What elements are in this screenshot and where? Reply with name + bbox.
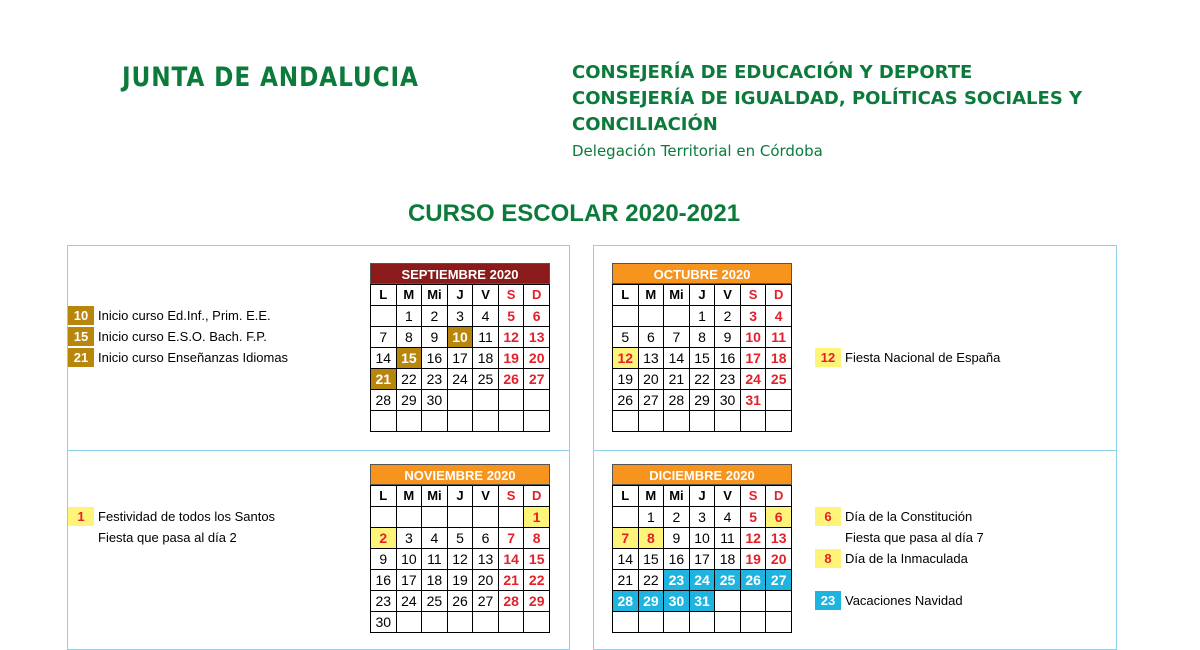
day-cell: 15 xyxy=(639,549,665,570)
day-cell: 28 xyxy=(371,390,397,411)
day-cell: 21 xyxy=(613,570,639,591)
day-cell: 11 xyxy=(715,528,741,549)
calendar-grid xyxy=(370,284,550,432)
day-cell: 5 xyxy=(448,528,474,549)
legend-item xyxy=(815,506,984,527)
day-cell: 27 xyxy=(524,369,550,390)
empty-day-cell xyxy=(422,411,448,432)
day-cell: 7 xyxy=(371,327,397,348)
empty-day-cell xyxy=(715,591,741,612)
weekday-header: L xyxy=(613,285,639,306)
day-cell: 30 xyxy=(422,390,448,411)
day-cell: 22 xyxy=(397,369,423,390)
legend-text: Inicio curso Enseñanzas Idiomas xyxy=(98,350,289,365)
day-cell: 19 xyxy=(741,549,767,570)
weekday-header: L xyxy=(371,285,397,306)
month-title: OCTUBRE 2020 xyxy=(612,263,792,284)
empty-day-cell xyxy=(448,411,474,432)
empty-day-cell xyxy=(473,507,499,528)
day-cell: 19 xyxy=(613,369,639,390)
day-cell: 28 xyxy=(613,591,639,612)
weekday-header: Mi xyxy=(422,285,448,306)
weekday-header: D xyxy=(524,486,550,507)
day-cell: 18 xyxy=(422,570,448,591)
day-cell: 8 xyxy=(397,327,423,348)
day-cell: 23 xyxy=(422,369,448,390)
legend-swatch xyxy=(68,528,94,547)
day-cell: 27 xyxy=(473,591,499,612)
day-cell: 7 xyxy=(664,327,690,348)
empty-day-cell xyxy=(715,411,741,432)
day-cell: 8 xyxy=(524,528,550,549)
legend-noviembre xyxy=(68,506,275,548)
weekday-header: M xyxy=(639,486,665,507)
junta-logo: JUNTA DE ANDALUCIA xyxy=(122,62,419,93)
day-cell: 13 xyxy=(639,348,665,369)
legend-swatch: 8 xyxy=(815,549,841,568)
empty-day-cell xyxy=(499,390,525,411)
calendar-septiembre xyxy=(370,263,550,432)
empty-day-cell xyxy=(422,507,448,528)
day-cell: 5 xyxy=(613,327,639,348)
legend-text: Vacaciones Navidad xyxy=(845,593,963,608)
legend-swatch: 12 xyxy=(815,348,841,367)
empty-day-cell xyxy=(371,411,397,432)
calendar-octubre xyxy=(612,263,792,432)
legend-item xyxy=(815,347,1000,368)
calendar-grid xyxy=(612,284,792,432)
page-title: CURSO ESCOLAR 2020-2021 xyxy=(407,200,741,227)
calendar-diciembre xyxy=(612,464,792,633)
day-cell: 25 xyxy=(766,369,792,390)
weekday-header: M xyxy=(639,285,665,306)
empty-day-cell xyxy=(664,411,690,432)
day-cell: 5 xyxy=(499,306,525,327)
day-cell: 8 xyxy=(639,528,665,549)
day-cell: 3 xyxy=(690,507,716,528)
day-cell: 3 xyxy=(448,306,474,327)
day-cell: 30 xyxy=(371,612,397,633)
weekday-header: J xyxy=(690,285,716,306)
weekday-header: L xyxy=(613,486,639,507)
day-cell: 3 xyxy=(741,306,767,327)
day-cell: 17 xyxy=(690,549,716,570)
empty-day-cell xyxy=(371,306,397,327)
day-cell: 10 xyxy=(741,327,767,348)
day-cell: 1 xyxy=(397,306,423,327)
day-cell: 13 xyxy=(524,327,550,348)
day-cell: 3 xyxy=(397,528,423,549)
day-cell: 16 xyxy=(371,570,397,591)
day-cell: 2 xyxy=(664,507,690,528)
legend-text: Fiesta Nacional de España xyxy=(845,350,1001,365)
empty-day-cell xyxy=(371,507,397,528)
legend-item xyxy=(68,326,288,347)
day-cell: 24 xyxy=(448,369,474,390)
legend-swatch: 10 xyxy=(68,306,94,325)
day-cell: 18 xyxy=(715,549,741,570)
consejeria-line: CONCILIACIÓN xyxy=(572,114,718,135)
empty-day-cell xyxy=(448,507,474,528)
weekday-header: J xyxy=(690,486,716,507)
weekday-header: L xyxy=(371,486,397,507)
day-cell: 20 xyxy=(766,549,792,570)
day-cell: 6 xyxy=(524,306,550,327)
day-cell: 1 xyxy=(639,507,665,528)
day-cell: 25 xyxy=(422,591,448,612)
day-cell: 23 xyxy=(664,570,690,591)
weekday-header: D xyxy=(766,486,792,507)
day-cell: 15 xyxy=(690,348,716,369)
day-cell: 1 xyxy=(690,306,716,327)
day-cell: 24 xyxy=(741,369,767,390)
empty-day-cell xyxy=(448,390,474,411)
day-cell: 6 xyxy=(766,507,792,528)
day-cell: 21 xyxy=(371,369,397,390)
calendar-noviembre xyxy=(370,464,550,633)
day-cell: 24 xyxy=(397,591,423,612)
consejeria-line: CONSEJERÍA DE EDUCACIÓN Y DEPORTE xyxy=(572,62,973,83)
legend-text: Fiesta que pasa al día 7 xyxy=(845,530,984,545)
legend-text: Inicio curso Ed.Inf., Prim. E.E. xyxy=(98,308,271,323)
day-cell: 30 xyxy=(664,591,690,612)
legend-item xyxy=(815,590,984,611)
empty-day-cell xyxy=(473,411,499,432)
day-cell: 17 xyxy=(741,348,767,369)
weekday-header: M xyxy=(397,486,423,507)
day-cell: 4 xyxy=(422,528,448,549)
day-cell: 26 xyxy=(448,591,474,612)
empty-day-cell xyxy=(397,507,423,528)
month-title: NOVIEMBRE 2020 xyxy=(370,464,550,485)
day-cell: 9 xyxy=(664,528,690,549)
day-cell: 16 xyxy=(664,549,690,570)
legend-swatch: 21 xyxy=(68,348,94,367)
legend-octubre xyxy=(815,347,1000,368)
day-cell: 19 xyxy=(448,570,474,591)
day-cell: 14 xyxy=(613,549,639,570)
day-cell: 16 xyxy=(422,348,448,369)
day-cell: 21 xyxy=(499,570,525,591)
empty-day-cell xyxy=(766,411,792,432)
day-cell: 26 xyxy=(613,390,639,411)
day-cell: 15 xyxy=(524,549,550,570)
weekday-header: V xyxy=(473,285,499,306)
day-cell: 11 xyxy=(766,327,792,348)
calendar-grid xyxy=(612,485,792,633)
day-cell: 29 xyxy=(690,390,716,411)
legend-item xyxy=(68,347,288,368)
weekday-header: Mi xyxy=(422,486,448,507)
day-cell: 30 xyxy=(715,390,741,411)
day-cell: 4 xyxy=(766,306,792,327)
legend-text: Festividad de todos los Santos xyxy=(98,509,276,524)
day-cell: 13 xyxy=(473,549,499,570)
empty-day-cell xyxy=(613,507,639,528)
day-cell: 12 xyxy=(613,348,639,369)
day-cell: 4 xyxy=(715,507,741,528)
day-cell: 28 xyxy=(664,390,690,411)
weekday-header: M xyxy=(397,285,423,306)
day-cell: 12 xyxy=(741,528,767,549)
empty-day-cell xyxy=(499,411,525,432)
day-cell: 26 xyxy=(741,570,767,591)
legend-swatch: 6 xyxy=(815,507,841,526)
day-cell: 15 xyxy=(397,348,423,369)
legend-swatch xyxy=(815,528,841,547)
empty-day-cell xyxy=(639,306,665,327)
day-cell: 12 xyxy=(499,327,525,348)
day-cell: 24 xyxy=(690,570,716,591)
month-title: SEPTIEMBRE 2020 xyxy=(370,263,550,284)
empty-day-cell xyxy=(664,306,690,327)
day-cell: 1 xyxy=(524,507,550,528)
day-cell: 20 xyxy=(473,570,499,591)
weekday-header: S xyxy=(499,486,525,507)
day-cell: 14 xyxy=(664,348,690,369)
empty-day-cell xyxy=(741,591,767,612)
day-cell: 6 xyxy=(639,327,665,348)
weekday-header: D xyxy=(524,285,550,306)
calendar-grid xyxy=(370,485,550,633)
weekday-header: Mi xyxy=(664,486,690,507)
day-cell: 2 xyxy=(371,528,397,549)
day-cell: 9 xyxy=(422,327,448,348)
day-cell: 22 xyxy=(690,369,716,390)
day-cell: 23 xyxy=(715,369,741,390)
day-cell: 8 xyxy=(690,327,716,348)
weekday-header: J xyxy=(448,486,474,507)
empty-day-cell xyxy=(766,591,792,612)
empty-day-cell xyxy=(473,390,499,411)
day-cell: 10 xyxy=(690,528,716,549)
empty-day-cell xyxy=(613,306,639,327)
day-cell: 7 xyxy=(499,528,525,549)
day-cell: 31 xyxy=(741,390,767,411)
weekday-header: J xyxy=(448,285,474,306)
day-cell: 25 xyxy=(715,570,741,591)
legend-text: Inicio curso E.S.O. Bach. F.P. xyxy=(98,329,267,344)
consejeria-line: CONSEJERÍA DE IGUALDAD, POLÍTICAS SOCIALES Y xyxy=(572,88,1083,109)
empty-day-cell xyxy=(741,411,767,432)
day-cell: 14 xyxy=(499,549,525,570)
day-cell: 25 xyxy=(473,369,499,390)
empty-day-cell xyxy=(766,390,792,411)
consejeria-block xyxy=(572,60,1132,160)
day-cell: 23 xyxy=(371,591,397,612)
day-cell: 2 xyxy=(422,306,448,327)
day-cell: 9 xyxy=(371,549,397,570)
day-cell: 11 xyxy=(473,327,499,348)
day-cell: 20 xyxy=(524,348,550,369)
legend-item xyxy=(68,305,288,326)
weekday-header: S xyxy=(741,285,767,306)
empty-day-cell xyxy=(524,411,550,432)
weekday-header: V xyxy=(715,486,741,507)
day-cell: 13 xyxy=(766,528,792,549)
legend-item xyxy=(68,527,275,548)
legend-item xyxy=(815,548,984,569)
day-cell: 10 xyxy=(448,327,474,348)
legend-septiembre xyxy=(68,305,288,368)
empty-day-cell xyxy=(613,411,639,432)
day-cell: 26 xyxy=(499,369,525,390)
weekday-header: S xyxy=(741,486,767,507)
weekday-header: S xyxy=(499,285,525,306)
day-cell: 7 xyxy=(613,528,639,549)
legend-item xyxy=(815,527,984,548)
month-title: DICIEMBRE 2020 xyxy=(612,464,792,485)
day-cell: 19 xyxy=(499,348,525,369)
weekday-header: V xyxy=(473,486,499,507)
day-cell: 28 xyxy=(499,591,525,612)
day-cell: 16 xyxy=(715,348,741,369)
legend-swatch: 23 xyxy=(815,591,841,610)
day-cell: 10 xyxy=(397,549,423,570)
day-cell: 17 xyxy=(397,570,423,591)
legend-item xyxy=(68,506,275,527)
day-cell: 20 xyxy=(639,369,665,390)
legend-swatch: 15 xyxy=(68,327,94,346)
delegacion-text: Delegación Territorial en Córdoba xyxy=(572,142,823,160)
day-cell: 6 xyxy=(473,528,499,549)
day-cell: 27 xyxy=(639,390,665,411)
day-cell: 22 xyxy=(524,570,550,591)
day-cell: 14 xyxy=(371,348,397,369)
day-cell: 29 xyxy=(397,390,423,411)
empty-day-cell xyxy=(690,411,716,432)
empty-day-cell xyxy=(499,507,525,528)
legend-swatch: 1 xyxy=(68,507,94,526)
day-cell: 22 xyxy=(639,570,665,591)
day-cell: 18 xyxy=(766,348,792,369)
weekday-header: D xyxy=(766,285,792,306)
legend-text: Día de la Constitución xyxy=(845,509,973,524)
legend-text: Fiesta que pasa al día 2 xyxy=(98,530,237,545)
weekday-header: V xyxy=(715,285,741,306)
day-cell: 17 xyxy=(448,348,474,369)
day-cell: 12 xyxy=(448,549,474,570)
empty-day-cell xyxy=(397,411,423,432)
empty-day-cell xyxy=(639,411,665,432)
day-cell: 9 xyxy=(715,327,741,348)
day-cell: 29 xyxy=(524,591,550,612)
legend-diciembre xyxy=(815,506,984,611)
day-cell: 11 xyxy=(422,549,448,570)
day-cell: 27 xyxy=(766,570,792,591)
empty-day-cell xyxy=(524,390,550,411)
legend-text: Día de la Inmaculada xyxy=(845,551,968,566)
day-cell: 4 xyxy=(473,306,499,327)
day-cell: 18 xyxy=(473,348,499,369)
day-cell: 5 xyxy=(741,507,767,528)
day-cell: 29 xyxy=(639,591,665,612)
day-cell: 2 xyxy=(715,306,741,327)
weekday-header: Mi xyxy=(664,285,690,306)
day-cell: 31 xyxy=(690,591,716,612)
day-cell: 21 xyxy=(664,369,690,390)
